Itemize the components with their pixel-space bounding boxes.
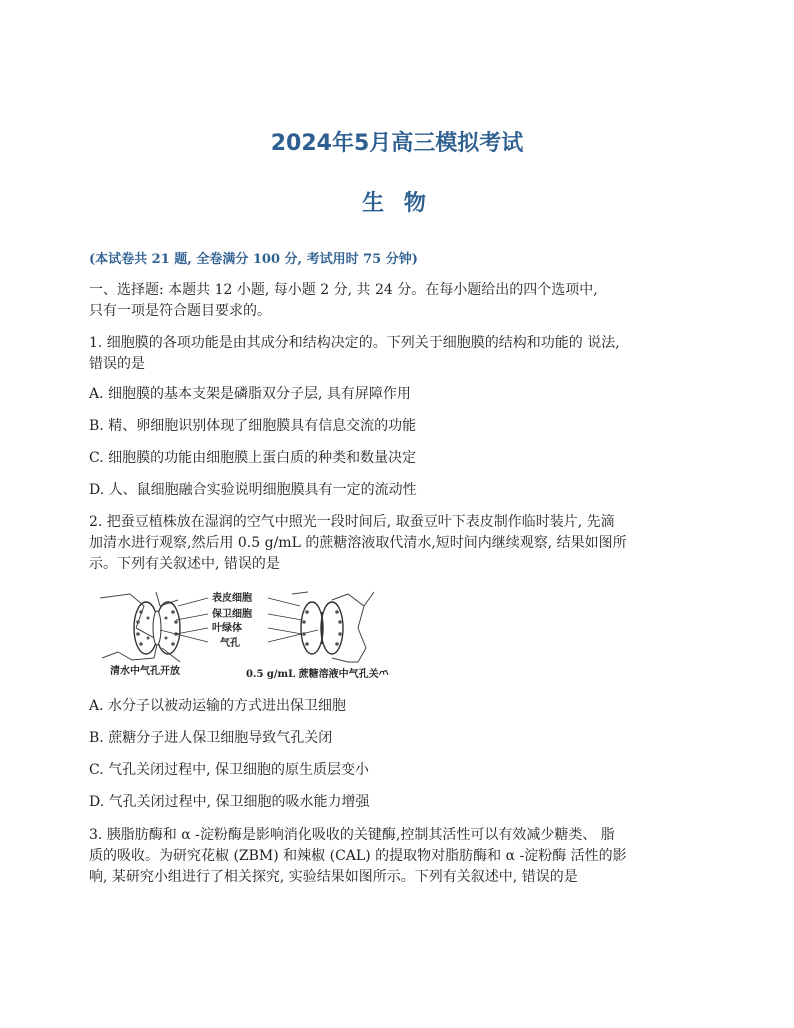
label-leader-lines bbox=[160, 598, 318, 642]
label-stoma: 气孔 bbox=[220, 638, 240, 649]
q2-option-b: B. 蔗糖分子进人保卫细胞导致气孔关闭 bbox=[89, 730, 333, 746]
q3-stem-line3: 响, 某研究小组进行了相关探究, 实验结果如图所示。下列有关叙述中, 错误的是 bbox=[89, 869, 578, 885]
left-epidermis-cell-outline bbox=[100, 594, 158, 660]
label-chloroplast: 叶绿体 bbox=[212, 623, 242, 634]
q1-stem-line2: 错误的是 bbox=[89, 356, 145, 372]
subject-title: 生 物 bbox=[362, 191, 432, 216]
q2-option-c: C. 气孔关闭过程中, 保卫细胞的原生质层变小 bbox=[89, 762, 370, 778]
q2-option-a: A. 水分子以被动运输的方式进出保卫细胞 bbox=[89, 698, 347, 714]
label-guard-cell: 保卫细胞 bbox=[212, 609, 252, 620]
right-guard-cell-right bbox=[321, 602, 343, 654]
section-intro-line2: 只有一项是符合题目要求的。 bbox=[89, 303, 271, 319]
q1-option-b: B. 精、卵细胞识别体现了细胞膜具有信息交流的功能 bbox=[89, 418, 417, 434]
q2-stem-line3: 示。下列有关叙述中, 错误的是 bbox=[89, 556, 280, 572]
caption-left: 清水中气孔开放 bbox=[110, 666, 180, 677]
q3-stem-line1: 3. 胰脂肪酶和 α -淀粉酶是影响消化吸收的关键酶,控制其活性可以有效减少糖类、 脂 bbox=[89, 827, 615, 843]
left-stoma-pore bbox=[153, 611, 161, 645]
exam-title: 2024年5月高三模拟考试 bbox=[270, 131, 524, 156]
q1-stem-line1: 1. 细胞膜的各项功能是由其成分和结构决定的。下列关于细胞膜的结构和功能的 说法, bbox=[89, 335, 620, 351]
right-guard-cell-left bbox=[301, 602, 323, 654]
q3-stem-line2: 质的吸收。为研究花椒 (ZBM) 和辣椒 (CAL) 的提取物对脂肪酶和 α -淀粉酶 活性的影 bbox=[89, 848, 627, 864]
q2-stem-line2: 加清水进行观察,然后用 0.5 g/mL 的蔗糖溶液取代清水,短时间内继续观察, 结果如图所 bbox=[89, 535, 627, 551]
exam-note: (本试卷共 21 题, 全卷满分 100 分, 考试用时 75 分钟) bbox=[89, 252, 418, 267]
caption-right: 0.5 g/mL 蔗糖溶液中气孔关⺤ bbox=[246, 669, 389, 680]
section-intro-line1: 一、选择题: 本题共 12 小题, 每小题 2 分, 共 24 分。在每小题给出的四个选项中, bbox=[89, 282, 598, 298]
q2-stem-line1: 2. 把蚕豆植株放在湿润的空气中照光一段时间后, 取蚕豆叶下表皮制作临时装片, 先滴 bbox=[89, 514, 615, 530]
q1-option-d: D. 人、鼠细胞融合实验说明细胞膜具有一定的流动性 bbox=[89, 482, 417, 498]
stomata-figure bbox=[96, 588, 396, 680]
q2-option-d: D. 气孔关闭过程中, 保卫细胞的吸水能力增强 bbox=[89, 794, 370, 810]
label-epidermis-cell: 表皮细胞 bbox=[212, 593, 252, 604]
q1-option-c: C. 细胞膜的功能由细胞膜上蛋白质的种类和数量决定 bbox=[89, 450, 417, 466]
q1-option-a: A. 细胞膜的基本支架是磷脂双分子层, 具有屏障作用 bbox=[89, 386, 411, 402]
